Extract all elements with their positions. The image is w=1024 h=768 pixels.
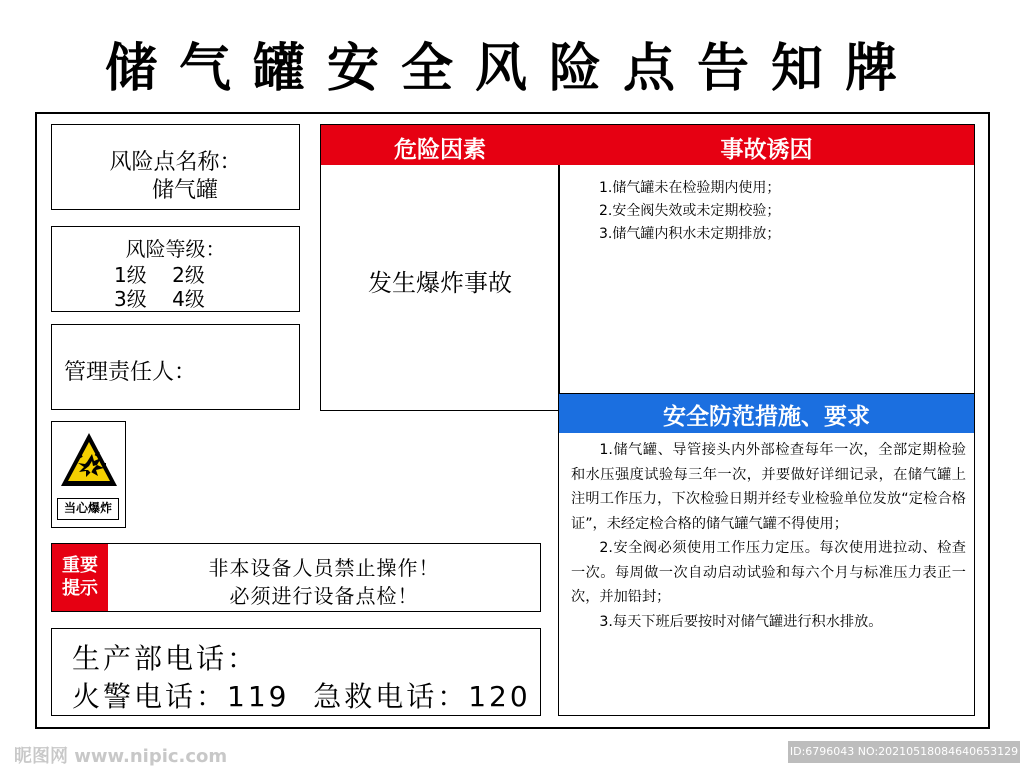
measure-item: 2.安全阀必须使用工作压力定压。每次使用进拉动、检查一次。每周做一次自动启动试验和每六个月与标准压力表正一次，并加铅封； (571, 540, 966, 605)
safety-measures-box (558, 393, 975, 716)
measures-header-bar (559, 394, 974, 433)
notice-line-1: 非本设备人员禁止操作！ (208, 556, 440, 580)
cause-item: 1.储气罐未在检验期内使用； (599, 180, 781, 196)
risk-point-value: 储气罐 (152, 178, 219, 203)
measure-item: 3.每天下班后要按时对储气罐进行积水排放。 (599, 613, 883, 630)
emergency-phones: 火警电话：119 急救电话：120 (72, 680, 531, 713)
warning-caption: 当心爆炸 (57, 498, 119, 520)
hazard-table (320, 124, 975, 411)
risk-point-box (51, 124, 300, 210)
risk-level-box (51, 226, 300, 312)
notice-line-2: 必须进行设备点检！ (229, 584, 419, 608)
cause-item: 3.储气罐内积水未定期排放； (599, 226, 781, 242)
risk-factor-text: 发生爆炸事故 (368, 269, 512, 297)
col-header-cause: 事故诱因 (720, 137, 813, 163)
production-phone: 生产部电话： (72, 642, 259, 675)
col-header-risk: 危险因素 (394, 137, 486, 163)
cause-list (599, 177, 780, 246)
risk-point-label: 风险点名称： (109, 150, 242, 175)
watermark-logo: 昵图网 www.nipic.com (14, 746, 228, 767)
explosion-warning-icon (58, 430, 120, 490)
cause-item: 2.安全阀失效或未定期校验； (599, 203, 781, 219)
risk-level-row-2: 3级 4级 (114, 287, 205, 311)
watermark-id: ID:6796043 NO:20210518084640653129 (788, 741, 1020, 763)
measures-header: 安全防范措施、要求 (663, 404, 870, 430)
footer (0, 738, 1024, 768)
hazard-header-bar (321, 125, 974, 165)
measure-item: 1.储气罐、导管接头内外部检查每年一次，全部定期检验和水压强度试验每三年一次，并要做好详细记录，在储气罐上注明工作压力，下次检验日期并经专业检验单位发放“定检合格证”，未经定检合格的储气罐气罐不得使用； (571, 442, 966, 532)
phone-box (51, 628, 541, 716)
manager-label: 管理责任人： (64, 360, 197, 385)
risk-level-row-1: 1级 2级 (114, 263, 205, 287)
warning-sign (51, 421, 126, 528)
notice-tag: 重要 提示 (52, 544, 108, 611)
manager-box (51, 324, 300, 410)
risk-level-label: 风险等级： (125, 237, 226, 261)
page-title: 储气罐安全风险点告知牌 (104, 39, 919, 99)
measures-list (571, 438, 966, 634)
important-notice (51, 543, 541, 612)
